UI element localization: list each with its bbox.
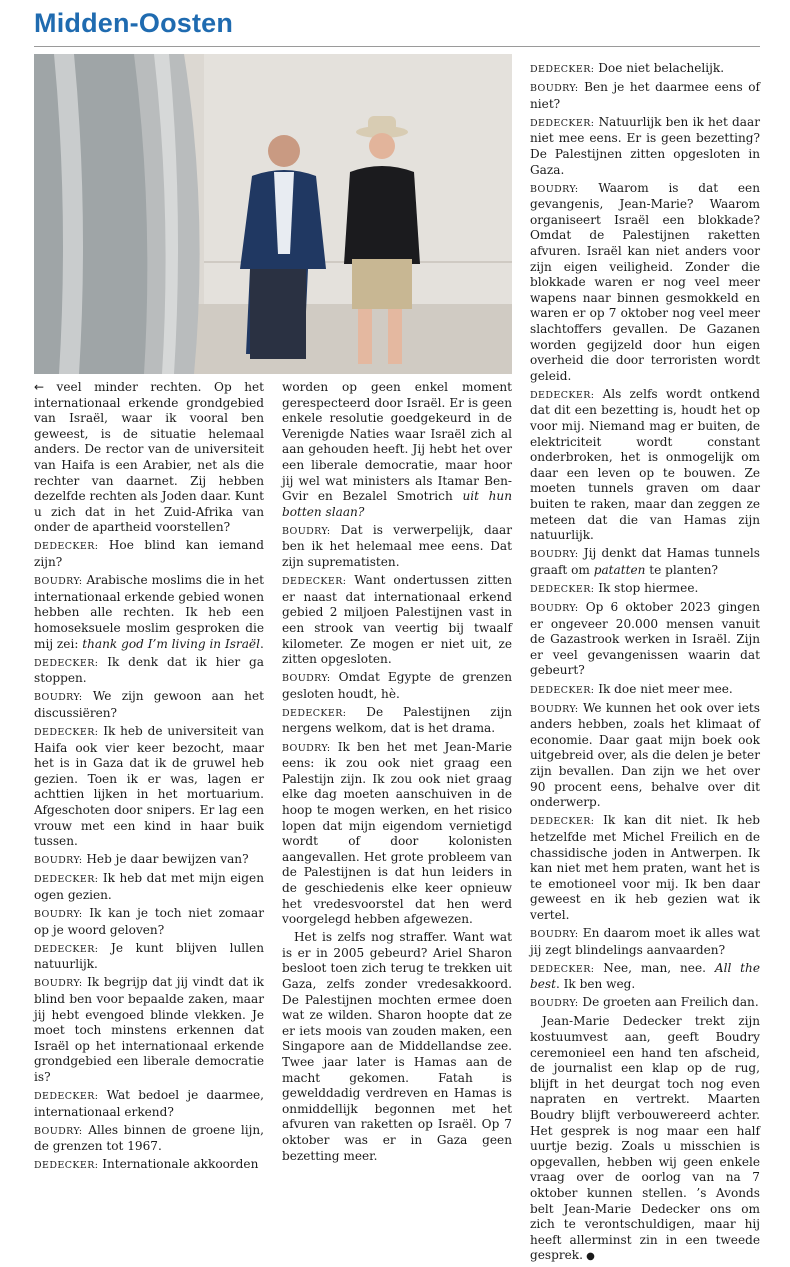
article-paragraph [530, 926, 760, 958]
paragraph-text: Je kunt blijven lullen natuurlijk. [34, 940, 264, 972]
paragraph-text: Ik ben het met Jean-Marie eens: ik zou ook niet graag een Palestijn zijn. Ik zou ook niet graag elke dag moeten aanschuiven in de hoop te mogen werken, en het risico lopen dat mijn eigendom vernietigd wordt of door kolonisten aangevallen. Het grote probleem van de Palestijnen is dat hun leiders in de geschiedenis elke keer opnieuw het vredesvoorstel dat hen werd voorgelegd hebben afgewezen. [282, 739, 512, 927]
article-paragraph [530, 682, 760, 699]
article-paragraph [530, 813, 760, 923]
article-paragraph [282, 523, 512, 571]
end-of-article-icon: ● [582, 1251, 595, 1263]
paragraph-text: Alles binnen de groene lijn, de grenzen tot 1967. [34, 1122, 264, 1154]
speaker-label: DEDECKER: [34, 943, 99, 955]
paragraph-text: We kunnen het ook over iets anders hebben, zoals het klimaat of economie. Daar gaat mijn boek ook uitgebreid over, als die delen je beter zijn bevallen. Dan zijn we het over 90 procent eens, behalve over dit onderwerp. [530, 700, 760, 810]
article-paragraph [530, 115, 760, 178]
article-paragraph [34, 852, 264, 869]
paragraph-text: Het is zelfs nog straffer. Want wat is er in 2005 gebeurd? Ariel Sharon besloot toen zich terug te trekken uit Gaza, zelfs zonder vredesakkoord. De Palestijnen mochten ermee doen wat ze wilden. Sharon hoopte dat ze er iets moois van zouden maken, een Singapore aan de Middellandse zee. Twee jaar later is Hamas aan de macht gekomen. Fatah is gewelddadig verdreven en Hamas is onmiddellijk begonnen met het afvuren van raketten op Israël. Op 7 oktober was er in Gaza geen bezetting meer. [282, 930, 512, 1163]
speaker-label: BOUDRY: [530, 603, 579, 615]
article-paragraph [34, 1123, 264, 1155]
speaker-label: DEDECKER: [34, 541, 99, 553]
speaker-label: BOUDRY: [282, 673, 331, 685]
article-paragraph [34, 689, 264, 721]
paragraph-text: Natuurlijk ben ik het daar niet mee eens. Er is geen bezetting? De Palestijnen zitten opgesloten in Gaza. [530, 114, 760, 177]
speaker-label: BOUDRY: [282, 742, 331, 754]
paragraph-text: De groeten aan Freilich dan. [582, 995, 759, 1010]
column-3 [530, 61, 760, 1267]
paragraph-text: Wat bedoel je daarmee, internationaal erkend? [34, 1088, 264, 1119]
article-paragraph [530, 181, 760, 385]
article-paragraph [282, 740, 512, 928]
speaker-label: DEDECKER: [530, 963, 595, 975]
paragraph-text: Jean-Marie Dedecker trekt zijn kostuumvest aan, geeft Boudry ceremonieel een hand ten afscheid, de journalist een klap op de rug, blijft in het deurgat toch nog even napraten en vertrekt. Maarten Boudry blijft verbouwereerd achter. Het gesprek is nog maar een half uurtje bezig. Zoals u misschien is opgevallen, hebben wij geen enkele vraag over de oorlog van na 7 oktober kunnen stellen. ’s Avonds belt Jean-Marie Dedecker ons om zich te verontschuldigen, maar hij heeft allerminst zin in een tweede gesprek. [530, 1014, 760, 1263]
paragraph-text: veel minder rechten. Op het internationaal erkende grondgebied van Israël, waar ik vooral ben geweest, is de situatie helemaal anders. De rector van de universiteit van Haifa is een Arabier, net als die rechter van daarnet. Zij hebben dezelfde rechten als Joden daar. Kunt u zich dat in het Zuid-Afrika van onder de apartheid voorstellen? [34, 380, 265, 535]
paragraph-text: Hoe blind kan iemand zijn? [34, 538, 264, 570]
paragraph-text: Internationale akkoorden [102, 1157, 259, 1172]
speaker-label: DEDECKER: [530, 389, 595, 401]
article-paragraph [34, 573, 264, 652]
article-paragraph [282, 380, 512, 520]
speaker-label: BOUDRY: [34, 692, 83, 704]
article-paragraph [282, 930, 512, 1164]
speaker-label: BOUDRY: [34, 1125, 83, 1137]
paragraph-tail: . [259, 636, 264, 651]
column-2 [282, 380, 512, 1167]
speaker-label: BOUDRY: [34, 978, 83, 990]
article-paragraph [34, 975, 264, 1085]
speaker-label: DEDECKER: [530, 117, 595, 129]
article-paragraph [530, 80, 760, 112]
speaker-label: BOUDRY: [34, 576, 83, 588]
emphasis-text: uit hun botten slaan? [282, 489, 512, 519]
paragraph-text: Waarom is dat een gevangenis, Jean-Marie? Waarom organiseert Israël een blokkade? Omdat de Palestijnen raketten afvuren. Israël kan niet anders voor zijn eigen veiligheid. Zonder die blokkade waren er nog veel meer wapens naar binnen gesmokkeld en waren er op 7 oktober nog veel meer slachtoffers gevallen. De Gazanen worden gegijzeld door hun eigen overheid die door terroristen wordt geleid. [530, 180, 760, 383]
paragraph-text: Nee, man, nee. [603, 960, 706, 975]
emphasis-text: patatten [593, 562, 646, 577]
speaker-label: DEDECKER: [34, 874, 99, 886]
article-paragraph [530, 1014, 760, 1265]
speaker-label: BOUDRY: [34, 855, 83, 867]
paragraph-text: Ik heb de universiteit van Haifa ook vier keer bezocht, maar het is in Gaza dat ik de gruwel heb gezien. Toen ik er was, lagen er achttien lijken in het mortuarium. Afgeschoten door snipers. Er lag een vrouw met een kind in haar buik tussen. [34, 723, 264, 849]
column-1 [34, 380, 264, 1177]
speaker-label: DEDECKER: [282, 576, 347, 588]
article-paragraph [34, 1157, 264, 1174]
speaker-label: BOUDRY: [530, 83, 579, 95]
article-paragraph [282, 705, 512, 737]
speaker-label: BOUDRY: [34, 909, 83, 920]
paragraph-text: Doe niet belachelijk. [598, 61, 725, 75]
speaker-label: DEDECKER: [34, 657, 99, 669]
paragraph-text: Ik stop hiermee. [598, 581, 699, 595]
section-title: Midden-Oosten [34, 8, 234, 38]
speaker-label: DEDECKER: [34, 726, 99, 738]
article-paragraph [530, 961, 760, 993]
speaker-label: BOUDRY: [282, 525, 331, 537]
speaker-label: BOUDRY: [530, 183, 579, 195]
article-paragraph [34, 724, 264, 850]
paragraph-text: We zijn gewoon aan het discussiëren? [34, 689, 264, 720]
speaker-label: DEDECKER: [282, 707, 347, 719]
paragraph-text: Op 6 oktober 2023 gingen er ongeveer 20.000 mensen vanuit de Gazastrook werken in Israël. Zijn er veel gevangenissen waarin dat gebeurt? [530, 600, 760, 678]
article-paragraph [530, 581, 760, 598]
article-paragraph [530, 546, 760, 578]
article-paragraph [530, 600, 760, 679]
paragraph-tail: te planten? [645, 562, 719, 577]
article-paragraph [530, 701, 760, 811]
article-paragraph [34, 655, 264, 687]
paragraph-text: De Palestijnen zijn nergens welkom, dat is het drama. [282, 704, 512, 736]
paragraph-text: Want ondertussen zitten er naast dat internationaal erkend gebied 2 miljoen Palestijnen vast in een strook van veertig bij twaalf kilometer. Ze mogen er niet uit, ze zitten opgesloten. [282, 573, 512, 667]
paragraph-text: Ik denk dat ik hier ga stoppen. [34, 654, 264, 686]
emphasis-text: thank god I’m living in Israël [82, 636, 260, 651]
article-paragraph [34, 906, 264, 938]
speaker-label: BOUDRY: [530, 998, 579, 1010]
article-paragraph [530, 387, 760, 544]
article-paragraph [34, 871, 264, 903]
paragraph-text: Omdat Egypte de grenzen gesloten houdt, hè. [282, 670, 512, 701]
paragraph-tail: . Ik ben weg. [555, 977, 636, 992]
article-paragraph [282, 670, 512, 702]
speaker-label: DEDECKER: [530, 64, 595, 75]
paragraph-text: Ik heb dat met mijn eigen ogen gezien. [34, 871, 264, 902]
paragraph-text: worden op geen enkel moment gerespecteerd door Israël. Er is geen enkele resolutie goedgekeurd in de Verenigde Naties waar Israël zich al aan gehouden heeft. Jij hebt het over een liberale democratie, maar hoor jij wel wat ministers als Itamar Ben-Gvir en Bezalel Smotrich [282, 380, 512, 504]
article-paragraph [34, 380, 264, 536]
speaker-label: BOUDRY: [530, 549, 579, 561]
paragraph-text: Ik kan dit niet. Ik heb hetzelfde met Michel Freilich en de chassidische joden in Antwerpen. Ik kan niet met hem praten, want het is te emotioneel voor mij. Ik ben daar geweest en ik heb gezien wat ik vertel. [530, 813, 760, 922]
paragraph-text: Ik doe niet meer mee. [598, 681, 733, 696]
article-paragraph [34, 1088, 264, 1120]
paragraph-text: Dat is verwerpelijk, daar ben ik het helemaal mee eens. Dat zijn suprematisten. [282, 522, 512, 570]
speaker-label: DEDECKER: [34, 1160, 99, 1172]
speaker-label: DEDECKER: [530, 684, 595, 696]
arrow-left-icon: ← [34, 380, 57, 394]
article-paragraph [530, 995, 760, 1012]
paragraph-text: Jij denkt dat Hamas tunnels graaft om [530, 546, 760, 577]
speaker-label: BOUDRY: [530, 703, 579, 715]
paragraph-text: Heb je daar bewijzen van? [86, 852, 249, 867]
speaker-label: BOUDRY: [530, 928, 579, 940]
speaker-label: DEDECKER: [34, 1091, 99, 1103]
paragraph-text: Ik begrijp dat jij vindt dat ik blind ben voor bepaalde zaken, maar jij hebt evengoed blinde vlekken. Je moet toch minstens erkennen dat Israël op het internationaal erkende grondgebied een liberale democratie is? [34, 975, 264, 1084]
article-paragraph [34, 538, 264, 570]
paragraph-text: Ben je het daarmee eens of niet? [530, 80, 760, 111]
speaker-label: DEDECKER: [530, 584, 595, 595]
article-paragraph [34, 941, 264, 973]
article-paragraph [530, 61, 760, 78]
speaker-label: DEDECKER: [530, 816, 595, 828]
emphasis-text: All the best [530, 960, 760, 992]
paragraph-text: Als zelfs wordt ontkend dat dit een bezetting is, houdt het op voor mij. Niemand mag er buiten, de elektriciteit wordt constant onderbroken, het is onmogelijk om daar een leven op te bouwen. Ze moeten tunnels graven om daar buiten te raken, maar dan zeggen ze meteen dat die van Hamas zijn natuurlijk. [530, 386, 760, 543]
photo-interview [34, 54, 512, 374]
paragraph-text: Arabische moslims die in het internationaal erkende gebied wonen hebben alle rechten. Ik heb een homoseksuele moslim gesproken die mij zei: [34, 573, 264, 651]
section-rule [34, 46, 760, 47]
article-paragraph [282, 573, 512, 668]
paragraph-text: Ik kan je toch niet zomaar op je woord geloven? [34, 906, 264, 937]
paragraph-text: En daarom moet ik alles wat jij zegt blindelings aanvaarden? [530, 925, 760, 957]
